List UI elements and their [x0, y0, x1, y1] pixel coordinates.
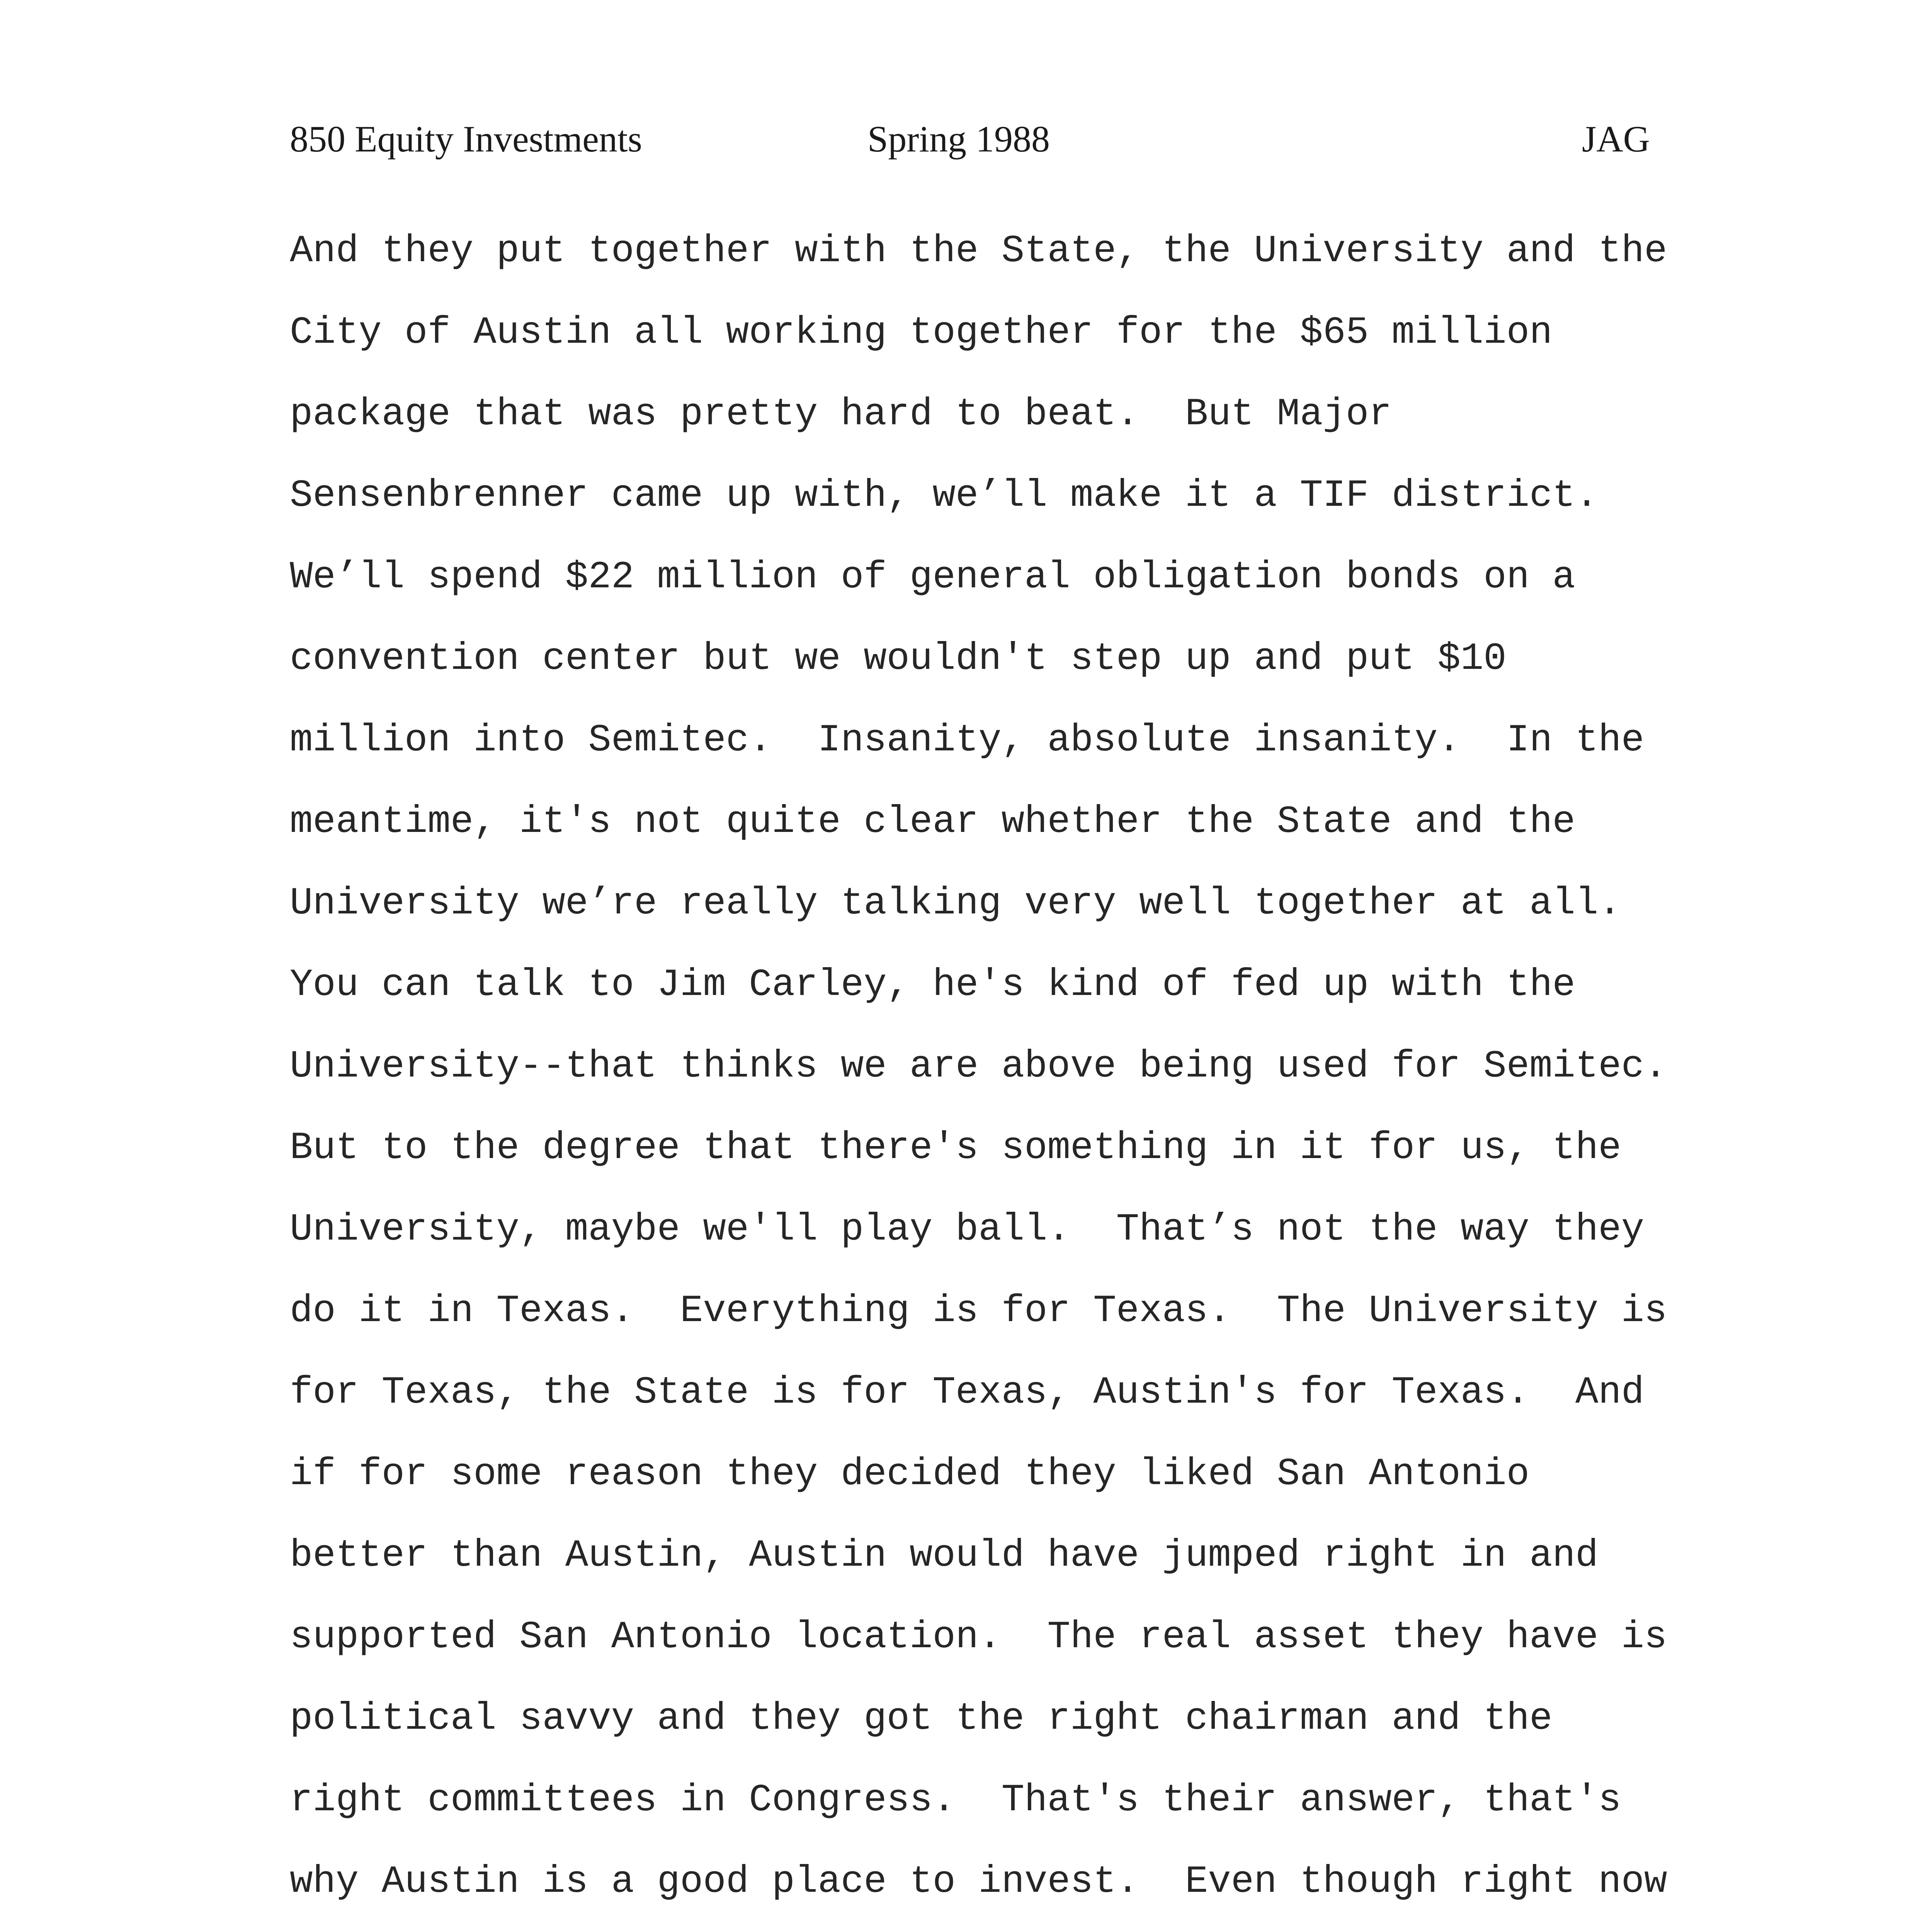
text-line: convention center but we wouldn't step up and put $10 [290, 637, 1507, 680]
header-course-title: 850 Equity Investments [290, 118, 642, 160]
text-line: University we’re really talking very well together at all. [290, 882, 1621, 925]
text-line: for Texas, the State is for Texas, Austin's for Texas. And [290, 1371, 1645, 1414]
text-line: better than Austin, Austin would have jumped right in and [290, 1534, 1599, 1577]
text-line: University, maybe we'll play ball. That’s not the way they [290, 1208, 1645, 1251]
page-header [290, 112, 1650, 166]
text-line: University--that thinks we are above being used for Semitec. [290, 1045, 1667, 1088]
text-line: meantime, it's not quite clear whether the State and the [290, 800, 1575, 844]
text-line: We’ll spend $22 million of general obligation bonds on a [290, 556, 1575, 599]
text-line: why Austin is a good place to invest. Even though right now [290, 1860, 1667, 1903]
text-line: Sensenbrenner came up with, we’ll make it a TIF district. [290, 474, 1599, 517]
header-term: Spring 1988 [867, 118, 1050, 160]
header-initials: JAG [1582, 118, 1650, 160]
text-line: You can talk to Jim Carley, he's kind of fed up with the [290, 963, 1575, 1007]
text-line: right committees in Congress. That's their answer, that's [290, 1779, 1621, 1822]
text-line: package that was pretty hard to beat. But Major [290, 393, 1392, 436]
text-line: And they put together with the State, the University and the [290, 230, 1667, 273]
text-line: million into Semitec. Insanity, absolute insanity. In the [290, 719, 1645, 762]
text-line: political savvy and they got the right chairman and the [290, 1697, 1553, 1740]
text-line: City of Austin all working together for the $65 million [290, 311, 1553, 354]
text-line: do it in Texas. Everything is for Texas. The University is [290, 1289, 1667, 1333]
transcript-body [290, 224, 1719, 1932]
text-line: supported San Antonio location. The real asset they have is [290, 1616, 1667, 1659]
text-line: if for some reason they decided they liked San Antonio [290, 1452, 1530, 1496]
text-line: But to the degree that there's something in it for us, the [290, 1126, 1621, 1170]
